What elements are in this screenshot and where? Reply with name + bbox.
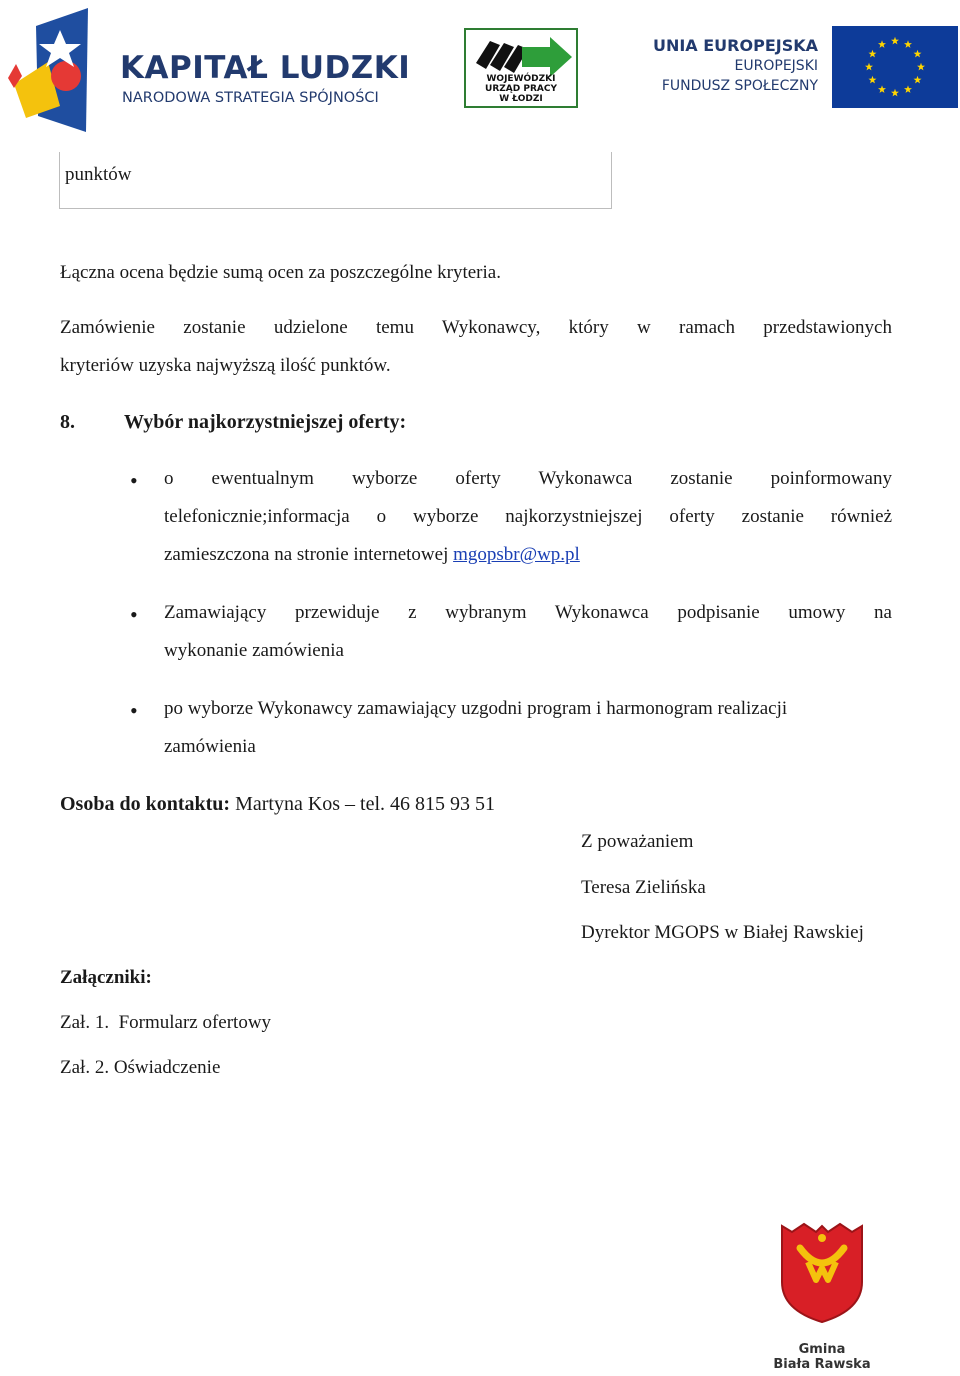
wup-lodz-logo-icon — [470, 33, 574, 79]
bullet-3-line-1: po wyborze Wykonawcy zamawiający uzgodni program i harmonogram realizacji — [164, 698, 788, 719]
contact-value: Martyna Kos – tel. 46 815 93 51 — [230, 793, 496, 815]
contact-line — [60, 793, 495, 816]
bullet-1-line-3-text: zamieszczona na stronie internetowej — [164, 544, 449, 565]
attachment-item: Zał. 1. Formularz ofertowy — [60, 1012, 272, 1033]
wup-line-1: WOJEWÓDZKI — [486, 74, 556, 84]
website-link[interactable]: mgopsbr@wp.pl — [453, 544, 580, 565]
section-title: Wybór najkorzystniejszej oferty: — [124, 411, 407, 433]
eu-flag-icon — [832, 26, 958, 108]
signature-title: Dyrektor MGOPS w Białej Rawskiej — [581, 922, 864, 943]
contact-label: Osoba do kontaktu: — [60, 793, 231, 815]
bullet-1-line-1: o ewentualnym wyborze oferty Wykonawca zostanie poinformowany — [164, 468, 892, 489]
bullet-3-line-2: zamówienia — [164, 736, 256, 757]
award-paragraph-line-1: Zamówienie zostanie udzielone temu Wykonawcy, który w ramach przedstawionych — [60, 317, 892, 338]
gmina-name — [760, 1342, 884, 1372]
kapital-ludzki-title: KAPITAŁ LUDZKI — [120, 50, 411, 86]
attachments-label: Załączniki: — [60, 967, 152, 988]
bullet-dot: • — [130, 468, 138, 493]
table-cell-text: punktów — [65, 164, 132, 185]
attachment-item: Zał. 2. Oświadczenie — [60, 1057, 221, 1078]
bullet-dot: • — [130, 698, 138, 723]
signature-name: Teresa Zielińska — [581, 877, 706, 898]
wup-line-3: W ŁODZI — [499, 94, 543, 104]
wup-lodz-text — [468, 74, 574, 104]
bullet-2-line-2: wykonanie zamówienia — [164, 640, 344, 661]
signature-closing: Z poważaniem — [581, 831, 694, 852]
gmina-line-1: Gmina — [798, 1342, 846, 1357]
table-fragment — [59, 152, 612, 209]
eu-logo-text — [640, 36, 818, 96]
eu-line-1: UNIA EUROPEJSKA — [652, 36, 818, 55]
bullet-2-line-1: Zamawiający przewiduje z wybranym Wykonawca podpisanie umowy na — [164, 602, 892, 623]
eu-logo — [640, 26, 960, 108]
kapital-ludzki-logo — [8, 6, 418, 134]
section-number: 8. — [60, 411, 75, 433]
kapital-ludzki-logo-icon — [8, 6, 108, 134]
eu-line-2: EUROPEJSKI — [734, 58, 818, 74]
wup-lodz-logo — [464, 28, 578, 108]
kapital-ludzki-subtitle: NARODOWA STRATEGIA SPÓJNOŚCI — [122, 90, 379, 106]
sum-paragraph: Łączna ocena będzie sumą ocen za poszczególne kryteria. — [60, 262, 501, 283]
award-paragraph-line-2: kryteriów uzyska najwyższą ilość punktów. — [60, 355, 391, 376]
bullet-dot: • — [130, 602, 138, 627]
wup-line-2: URZĄD PRACY — [485, 84, 557, 94]
bullet-1-line-2: telefonicznie;informacja o wyborze najkorzystniejszej oferty zostanie również — [164, 506, 892, 527]
gmina-line-2: Biała Rawska — [773, 1357, 871, 1372]
bullet-1-line-3 — [164, 544, 892, 566]
gmina-crest-icon — [770, 1222, 874, 1324]
eu-line-3: FUNDUSZ SPOŁECZNY — [661, 78, 818, 94]
